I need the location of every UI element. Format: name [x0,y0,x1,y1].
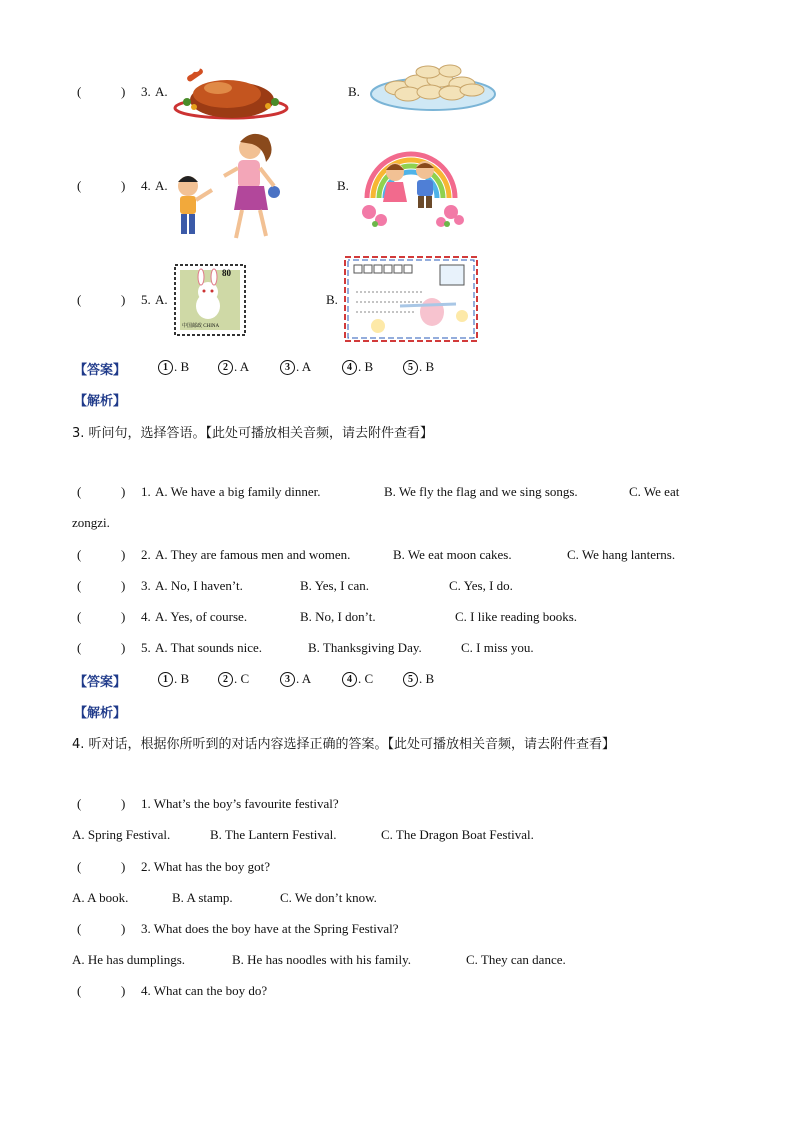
option-a: A. We have a big family dinner. [155,484,321,499]
answer-paren-open: ( [77,578,82,593]
dumplings-plate-image [368,60,498,112]
answer-paren-close: ) [121,578,126,593]
option-b: B. We eat moon cakes. [393,547,512,562]
question-number: 5. [141,640,151,655]
answer-paren-open: ( [77,640,82,655]
answer-item: 1 . B [158,359,189,375]
answer-paren-open: ( [77,796,82,811]
answer-paren-open: ( [77,859,82,874]
question-text: 4. What can the boy do? [141,983,268,998]
option-a: A. They are famous men and women. [155,547,351,562]
answer-paren-close: ) [121,547,126,562]
option-b: B. Thanksgiving Day. [308,640,422,655]
option-b: B. No, I don’t. [300,609,376,624]
option-c: C. The Dragon Boat Festival. [381,827,534,842]
answer-paren-open: ( [77,178,82,193]
option-c: C. I miss you. [461,640,534,655]
answer-paren-open: ( [77,547,82,562]
answer-paren-close: ) [121,178,126,193]
question-number: 3. [141,84,151,99]
option-b: B. We fly the flag and we sing songs. [384,484,578,499]
question-number: 3. [141,578,151,593]
answer-item: 3 . A [280,671,311,687]
question-number: 4. [141,178,151,193]
option-a: A. Spring Festival. [72,827,171,842]
answer-item: 2 . A [218,359,249,375]
answer-item: 2 . C [218,671,249,687]
option-a: A. He has dumplings. [72,952,186,967]
option-b-label: B. [326,292,338,307]
stamp-value: 80 [222,268,231,278]
analysis-label: 【解析】 [74,393,127,408]
option-c: C. They can dance. [466,952,566,967]
answer-paren-close: ) [121,796,126,811]
option-b-label: B. [337,178,349,193]
section-4-heading: 4. 听对话，根据你所听到的对话内容选择正确的答案。【此处可播放相关音频，请去附件查看】 [72,737,616,752]
question-number: 2. [141,547,151,562]
answer-paren-close: ) [121,292,126,307]
answer-item: 5 . B [403,359,434,375]
option-a: A. Yes, of course. [155,609,248,624]
question-number: 5. [141,292,151,307]
answer-paren-close: ) [121,983,126,998]
question-number: 1. [141,484,151,499]
option-c: C. We don’t know. [280,890,377,905]
children-with-rainbow-image [355,138,467,230]
answer-item: 3 . A [280,359,311,375]
answer-label: 【答案】 [74,674,127,689]
answer-paren-close: ) [121,84,126,99]
analysis-label: 【解析】 [74,705,127,720]
answer-paren-open: ( [77,921,82,936]
option-a: A. A book. [72,890,129,905]
option-a-label: A. [155,178,168,193]
question-number: 4. [141,609,151,624]
option-b: B. Yes, I can. [300,578,369,593]
option-c-continued: zongzi. [72,515,110,530]
boy-and-mother-image [172,128,292,242]
question-text: 2. What has the boy got? [141,859,271,874]
option-b: B. The Lantern Festival. [210,827,337,842]
option-b-label: B. [348,84,360,99]
option-a-label: A. [155,292,168,307]
option-c: C. I like reading books. [455,609,578,624]
answer-paren-open: ( [77,983,82,998]
option-c: C. We eat [629,484,680,499]
option-c: C. We hang lanterns. [567,547,676,562]
roast-turkey-image [172,62,290,122]
answer-paren-open: ( [77,484,82,499]
answer-label: 【答案】 [74,362,127,377]
option-b: B. He has noodles with his family. [232,952,411,967]
answer-paren-close: ) [121,859,126,874]
stamp-label: 中国邮政 CHINA [182,324,220,329]
question-text: 1. What’s the boy’s favourite festival? [141,796,339,811]
stamp-image [174,264,246,336]
option-a: A. That sounds nice. [155,640,262,655]
answer-paren-open: ( [77,292,82,307]
section-3-heading: 3. 听问句，选择答语。【此处可播放相关音频，请去附件查看】 [72,426,434,441]
option-a: A. No, I haven’t. [155,578,243,593]
question-text: 3. What does the boy have at the Spring Festival? [141,921,399,936]
option-a-label: A. [155,84,168,99]
answer-paren-close: ) [121,640,126,655]
option-b: B. A stamp. [172,890,233,905]
answer-item: 4 . C [342,671,373,687]
answer-paren-close: ) [121,609,126,624]
option-c: C. Yes, I do. [449,578,513,593]
answer-paren-open: ( [77,84,82,99]
answer-item: 5 . B [403,671,434,687]
answer-paren-close: ) [121,484,126,499]
answer-paren-open: ( [77,609,82,624]
answer-item: 1 . B [158,671,189,687]
answer-item: 4 . B [342,359,373,375]
postcard-image [344,256,478,342]
answer-paren-close: ) [121,921,126,936]
